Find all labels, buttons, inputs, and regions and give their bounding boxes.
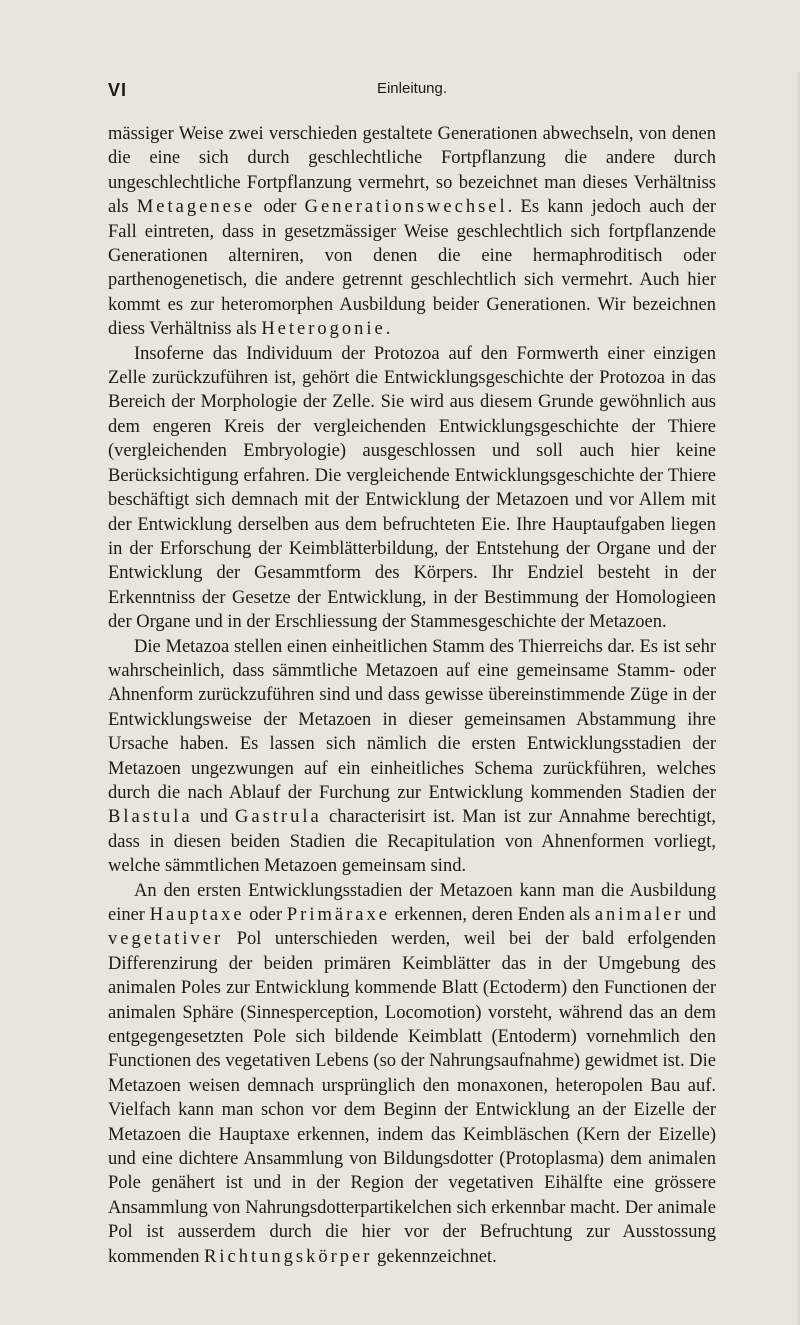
text-run: mässiger Weise zwei verschieden gestaltete Generationen abwechseln, von denen die eine sich durch geschlechtliche Fortpflanzung die andere durch ungeschlechtliche Fortpflanzung vermehrt, so bezeichnet man dieses Verhältniss als xyxy=(108,124,716,218)
paragraph xyxy=(108,122,716,342)
spaced-term: Heterogonie xyxy=(261,319,386,340)
spaced-term: Gastrula xyxy=(235,807,322,828)
text-run: An den ersten Entwicklungsstadien der Metazoen kann man die Ausbildung einer xyxy=(108,880,716,925)
spaced-term: Metagenese xyxy=(136,197,256,218)
spaced-term: vegetativer xyxy=(108,929,224,950)
paragraph xyxy=(108,635,716,879)
spaced-term: Blastula xyxy=(108,807,193,828)
spaced-term: Hauptaxe xyxy=(149,905,245,925)
text-run: Pol unterschieden werden, weil bei der bald erfolgenden Differenzirung der beiden primären Keimblätter das in der Umgebung des animalen Poles zur Entwicklung kommende Blatt (Ectoderm) den Functionen der animalen Sphäre (Sinnesperception, Locomotion) vorsteht, während das an dem entgegengesetzten Pole sich bildende Keimblatt (Entoderm) vornehmlich den Functionen des vegetativen Lebens (so der Nahrungsaufnahme) gewidmet ist. Die Metazoen weisen demnach ursprünglich den monaxonen, heteropolen Bau auf. Vielfach kann man schon vor dem Beginn der Entwicklung an der Eizelle der Metazoen die Hauptaxe erkennen, indem das Keimbläschen (Kern der Eizelle) und eine dichtere Ansammlung von Bildungsdotter (Protoplasma) dem animalen Pole genähert ist und in der Region der vegetativen Eihälfte eine grössere Ansammlung von Nahrungsdotterpartikelchen sich erkennbar macht. Der animale Pol ist ausserdem durch die hier vor der Befruchtung zur Ausstossung kommenden xyxy=(108,929,716,1267)
text-run: . xyxy=(385,319,391,340)
book-page xyxy=(0,72,800,1325)
text-run: und xyxy=(192,807,236,828)
running-header xyxy=(108,72,716,112)
text-run: Insoferne das Individuum der Protozoa auf den Formwerth einer einzigen Zelle zurückzuführen ist, gehört die Entwicklungsgeschichte der Protozoa in das Bereich der Morphologie der Zelle. Sie wird aus diesem Grunde gewöhnlich aus dem engeren Kreis der vergleichenden Entwicklungsgeschichte der Thiere (vergleichenden Embryologie) ausgeschlossen und soll auch hier keine Berücksichtigung erfahren. Die vergleichende Entwicklungsgeschichte der Thiere beschäftigt sich demnach mit der Entwicklung der Metazoen und vor Allem mit der Entwicklung derselben aus dem befruchteten Eie. Ihre Hauptaufgaben liegen in der Erforschung der Keimblätterbildung, der Entstehung der Organe und der Entwicklung der Gesammtform des Körpers. Ihr Endziel besteht in der Erkenntniss der Gesetze der Entwicklung, in der Bestimmung der Homologieen der Organe und in der Erschliessung der Stammesgeschichte der Metazoen. xyxy=(108,343,716,633)
text-run: oder xyxy=(244,905,287,925)
spaced-term: animaler xyxy=(594,905,684,925)
text-run: oder xyxy=(255,197,305,218)
text-run: Die Metazoa stellen einen einheitlichen Stamm des Thierreichs dar. Es ist sehr wahrscheinlich, dass sämmtliche Metazoen auf eine gemeinsame Stamm- oder Ahnenform zurückzuführen sind und dass gewisse übereinstimmende Züge in der Entwicklungsweise der Metazoen in dieser gemeinsamen Abstammung ihre Ursache haben. Es lassen sich nämlich die ersten Entwicklungsstadien der Metazoen ungezwungen auf ein einheitliches Schema zurückführen, welches durch die nach Ablauf der Furchung zur Entwicklung kommenden Stadien der xyxy=(108,636,716,803)
text-run: characterisirt ist. Man ist zur Annahme berechtigt, dass in diesen beiden Stadien die Recapitulation von Ahnenformen vorliegt, welche sämmtlichen Metazoen gemeinsam sind. xyxy=(108,807,717,877)
spaced-term: Generationswechsel xyxy=(304,197,508,218)
spaced-term: Richtungskörper xyxy=(204,1246,373,1267)
text-run: und xyxy=(683,905,716,925)
text-run: erkennen, deren Enden als xyxy=(389,905,595,925)
body-text xyxy=(108,122,716,1269)
page-edge-shadow xyxy=(796,72,800,1325)
running-title: Einleitung. xyxy=(376,80,448,97)
text-run: gekennzeichnet. xyxy=(372,1246,497,1267)
text-run: . Es kann jedoch auch der Fall eintreten, dass in gesetzmässiger Weise geschlechtlich sich fortpflanzende Generationen alterniren, von denen die eine hermaphroditisch oder parthenogenetisch, die andere getrennt geschlechtlich sich vermehrt. Auch hier kommt es zur heteromorphen Ausbildung beider Generationen. Wir bezeichnen diess Verhältniss als xyxy=(108,197,716,340)
paragraph xyxy=(108,879,716,1270)
page-number: VI xyxy=(108,80,128,100)
paragraph xyxy=(108,342,716,635)
spaced-term: Primäraxe xyxy=(286,905,390,925)
